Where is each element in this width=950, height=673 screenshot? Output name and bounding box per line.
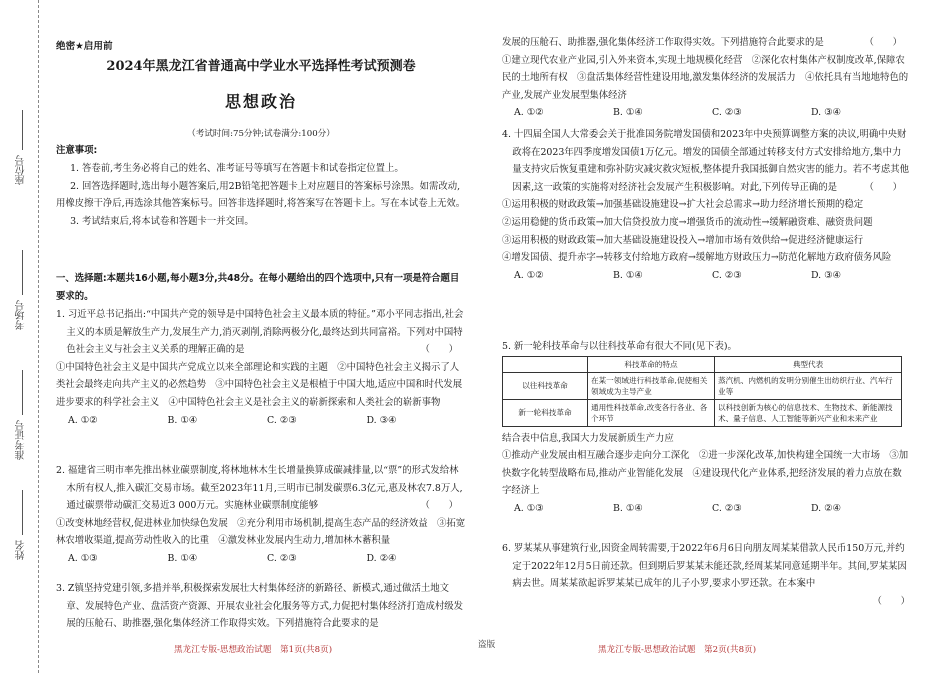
q4-option-c: C. ②③: [712, 269, 742, 281]
table-row: [503, 399, 902, 426]
q3-answer-paren: （ ）: [864, 37, 902, 48]
q2-option-c: C. ②③: [267, 552, 297, 564]
center-mark: 盗版: [478, 640, 496, 650]
q4-options: [502, 267, 910, 285]
q3-option-a: A. ①②: [514, 107, 544, 119]
q1-stem: 1. 习近平总书记指出:“中国共产党的领导是中国特色社会主义最本质的特征。”邓小平同志指出,社会主义的本质是解放生产力,发展生产力,消灭剥削,消除两极分化,最终达到共同富裕。下列对中国特色社会主义与社会主义关系的理解正确的是: [56, 309, 464, 356]
q2-option-a: A. ①③: [68, 552, 98, 564]
exam-info: （考试时间:75分钟;试卷满分:100分）: [187, 129, 335, 139]
q4-option-d: D. ③④: [811, 269, 841, 281]
note-3: 3. 考试结束后,将本试卷和答题卡一并交回。: [70, 215, 254, 227]
notes-heading: 注意事项:: [56, 145, 98, 156]
q4-item-4: ④增发国债、提升赤字→转移支付给地方政府→缓解地方财政压力→防范化解地方政府债务风险: [502, 252, 892, 264]
q3-options: [502, 104, 910, 122]
table-cell: 蒸汽机、内燃机的发明分别催生出纺织行业、汽车行业等: [715, 372, 902, 399]
q3-paren-line: 发展的压舱石、助推器,强化集体经济工作取得实效。下列措施符合此要求的是: [502, 37, 824, 48]
table-cell: 在某一领域进行科技革命,促使相关领域成为主导产业: [588, 372, 715, 399]
note-2: 2. 回答选择题时,选出每小题答案后,用2B铅笔把答题卡上对应题目的答案标号涂黑。如需改动,用橡皮擦干净后,再选涂其他答案标号。回答非选择题时,将答案写在答题卡上。写在本试卷上无效。: [56, 180, 466, 210]
table-header-row: [503, 356, 902, 372]
q1-option-d: D. ③④: [366, 414, 397, 426]
binding-margin: [0, 0, 50, 673]
q3-stem: 3. Z镇坚持党建引领,多措并举,积极探索发展壮大村集体经济的新路径、新模式,通过做活土地文章、发展特色产业、盘活资产资源、开展农业社会化服务等方式,力促把村集体经济打造成村级发展的压舱石、助推器,强化集体经济工作取得实效。下列措施符合此要求的是: [56, 583, 464, 630]
q5-option-b: B. ①④: [613, 502, 643, 514]
question-3-cont: [502, 34, 910, 122]
q5-stem: 5. 新一轮科技革命与以往科技革命有很大不同(见下表)。: [502, 341, 737, 352]
q1-statements: ①中国特色社会主义是中国共产党成立以来全部理论和实践的主题 ②中国特色社会主义揭示了人类社会最终走向共产主义的必然趋势 ③中国特色社会主义是根植于中国大地,适应中国和时代发展进步要求的科学社会主义 ④中国特色社会主义是社会主义的崭新探索和人类社会的崭新事物: [56, 361, 463, 408]
q4-item-2: ②运用稳健的货币政策→加大信贷投放力度→增强货币的流动性→缓解融资难、融资贵问题: [502, 216, 873, 228]
q1-options: [56, 412, 466, 430]
q2-option-d: D. ②④: [366, 552, 397, 564]
table-row-label: 以往科技革命: [503, 372, 588, 399]
q5-options: [502, 500, 910, 518]
question-5: [502, 338, 910, 518]
tech-revolution-table: [502, 356, 902, 427]
room-rule: [22, 250, 23, 295]
table-cell: 以科技创新为核心的信息技术、生物技术、新能源技术、量子信息、人工智能等新兴产业和未来产业: [715, 399, 902, 426]
name-rule: [22, 490, 23, 535]
q5-statements: ①推动产业发展由相互融合逐步走向分工深化 ②进一步深化改革,加快构建全国统一大市场 ③加快数字化转型战略布局,推动产业智能化发展 ④建设现代化产业体系,把经济发展的着力点放在数字经济上: [502, 450, 909, 497]
q2-statements: ①改变林地经营权,促进林业加快绿色发展 ②充分利用市场机制,提高生态产品的经济效益 ③拓宽林农增收渠道,提高劳动性收入的比重 ④激发林业发展内生动力,增加林木蓄积量: [56, 517, 466, 547]
q3-option-b: B. ①④: [613, 107, 643, 119]
q2-option-b: B. ①④: [167, 552, 198, 564]
footer-left: 黑龙江专版-思想政治试题 第1页(共8页): [174, 645, 333, 655]
question-3-start: [56, 580, 466, 634]
table-header-features: 科技革命的特点: [588, 356, 715, 372]
q1-option-a: A. ①②: [68, 414, 98, 426]
q2-options: [56, 550, 466, 568]
question-1: [56, 306, 466, 429]
q3-option-d: D. ③④: [811, 107, 841, 119]
q4-item-1: ①运用积极的财政政策→加强基础设施建设→扩大社会总需求→助力经济增长预期的稳定: [502, 199, 864, 211]
question-6: [502, 540, 910, 610]
q4-option-a: A. ①②: [514, 269, 544, 281]
name-label: 姓名: [16, 540, 27, 560]
q4-answer-paren: （ ）: [864, 181, 902, 193]
ticket-label: 准考证号: [16, 420, 27, 460]
q4-stem: 4. 十四届全国人大常委会关于批准国务院增发国债和2023年中央预算调整方案的决议,明确中央财政将在2023年四季度增发国债1万亿元。增发的国债全部通过转移支付方式安排给地方,集中力量支持灾后恢复重建和弥补防灾减灾救灾短板,整体提升我国抵御自然灾害的能力。若不考虑其他因素,这一政策的实施将对经济社会发展产生积极影响。对此,下列传导正确的是: [502, 129, 910, 193]
question-2: [56, 462, 466, 568]
footer-right: 黑龙江专版-思想政治试题 第2页(共8页): [598, 645, 757, 655]
table-cell: 通用性科技革命,改变各行各业、各个环节: [588, 399, 715, 426]
question-4: [502, 126, 910, 284]
table-row-label: 新一轮科技革命: [503, 399, 588, 426]
q5-option-d: D. ②④: [811, 502, 841, 514]
seat-rule: [22, 110, 23, 150]
page-left: [56, 0, 466, 673]
secret-mark: 绝密★启用前: [56, 41, 113, 52]
binding-dashed-line: [38, 0, 39, 673]
q1-option-b: B. ①④: [167, 414, 198, 426]
q6-stem: 6. 罗某某从事建筑行业,因资金周转需要,于2022年6月6日向朋友周某某借款人民币150万元,并约定于2022年12月5日前还款。但到期后罗某某未能还款,经周某某同意延期半年。其间,罗某某因病去世。周某某欲起诉罗某某已成年的儿子小罗,要求小罗还款。在本案中: [502, 543, 907, 590]
q6-answer-paren: （ ）: [872, 595, 910, 607]
q5-lead: 结合表中信息,我国大力发展新质生产力应: [502, 432, 674, 444]
q2-answer-paren: （ ）: [420, 500, 458, 512]
q3-statements: ①建立现代农业产业园,引入外来资本,实现土地规模化经营 ②深化农村集体产权制度改革,保障农民的土地所有权 ③盘活集体经营性建设用地,激发集体经济的发展活力 ④依托具有当地地特色的产业,发展产业发展型集体经济: [502, 54, 909, 101]
table-header-blank: [503, 356, 588, 372]
q1-answer-paren: （ ）: [420, 344, 458, 356]
q2-stem: 2. 福建省三明市率先推出林业碳票制度,将林地林木生长增量换算成碳减排量,以“票”的形式发给林木所有权人,推入碳汇交易市场。截至2023年11月,三明市已制发碳票6.3亿元,惠及林农7.8万人,通过碳票带动碳汇交易近3 000万元。实施林业碳票制度能够: [56, 465, 463, 512]
q5-option-a: A. ①③: [514, 502, 544, 514]
room-label: 考场号: [16, 300, 27, 330]
q4-option-b: B. ①④: [613, 269, 643, 281]
note-1: 1. 答卷前,考生务必将自己的姓名、准考证号等填写在答题卡和试卷指定位置上。: [70, 163, 404, 174]
seat-label: 座位号: [16, 155, 27, 185]
page-right: [502, 0, 910, 673]
table-header-examples: 典型代表: [715, 356, 902, 372]
q1-option-c: C. ②③: [267, 414, 297, 426]
q4-item-3: ③运用积极的财政政策→加大基础设施建设投入→增加市场有效供给→促进经济健康运行: [502, 234, 864, 246]
ticket-rule: [22, 370, 23, 415]
subject-title: 思想政治: [224, 92, 297, 111]
exam-title: 2024年黑龙江省普通高中学业水平选择性考试预测卷: [106, 59, 416, 74]
table-row: [503, 372, 902, 399]
notes-list: [56, 160, 466, 230]
section-heading: 一、选择题:本题共16小题,每小题3分,共48分。在每小题给出的四个选项中,只有一项是符合题目要求的。: [56, 273, 460, 302]
q5-option-c: C. ②③: [712, 502, 742, 514]
q3-option-c: C. ②③: [712, 107, 742, 119]
